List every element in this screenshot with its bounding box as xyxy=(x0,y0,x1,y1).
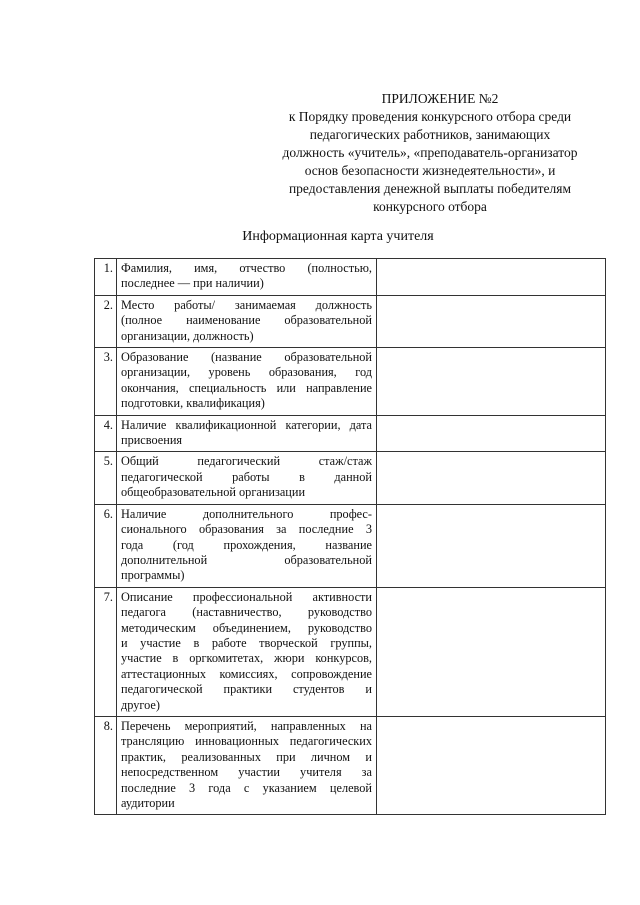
row-label xyxy=(117,295,377,347)
row-label xyxy=(117,348,377,416)
row-label-line: Общий педагогический стаж/стаж xyxy=(121,454,372,469)
card-title: Информационная карта учителя xyxy=(242,229,434,244)
row-number: 8. xyxy=(95,716,117,814)
row-label-line: (полное наименование образовательной xyxy=(121,313,372,328)
table-row xyxy=(95,452,606,504)
row-label-line: Место работы/ занимаемая должность xyxy=(121,297,372,312)
row-label-line: другое) xyxy=(121,697,160,712)
row-number: 2. xyxy=(95,295,117,347)
row-label-line: организации, уровень образования, год xyxy=(121,365,372,380)
row-label-line: трансляцию инновационных педагогических xyxy=(121,734,372,749)
row-label-line: методическим объединением, руководство xyxy=(121,620,372,635)
row-label-line: Описание профессиональной активности xyxy=(121,589,372,604)
table-row xyxy=(95,415,606,452)
information-card-table xyxy=(94,258,606,815)
row-label-line: педагога (наставничество, руководство xyxy=(121,605,372,620)
row-value-cell[interactable] xyxy=(377,716,606,814)
row-value-cell[interactable] xyxy=(377,259,606,296)
row-label-line: последние 3 года с указанием целевой xyxy=(121,780,372,795)
row-label-line: подготовки, квалификация) xyxy=(121,396,265,411)
row-label-line: непосредственном участии учителя за xyxy=(121,765,372,780)
table-row xyxy=(95,716,606,814)
row-value-cell[interactable] xyxy=(377,587,606,716)
row-label-line: Перечень мероприятий, направленных на xyxy=(121,718,372,733)
row-value-cell[interactable] xyxy=(377,452,606,504)
row-label-line: Наличие квалификационной категории, дата xyxy=(121,417,372,432)
table-row xyxy=(95,504,606,587)
row-label xyxy=(117,259,377,296)
row-label-line: года (год прохождения, название xyxy=(121,537,372,552)
appendix-line: предоставления денежной выплаты победителям xyxy=(288,181,572,196)
row-label-line: аттестационных комиссиях, сопровождение xyxy=(121,666,372,681)
row-label-line: последнее — при наличии) xyxy=(121,276,264,291)
row-label-line: организации, должность) xyxy=(121,328,254,343)
row-value-cell[interactable] xyxy=(377,415,606,452)
row-value-cell[interactable] xyxy=(377,348,606,416)
table-row xyxy=(95,295,606,347)
row-label xyxy=(117,587,377,716)
row-label-line: сионального образования за последние 3 xyxy=(121,522,372,537)
row-label-line: Образование (название образовательной xyxy=(121,350,372,365)
appendix-title: ПРИЛОЖЕНИЕ №2 xyxy=(381,91,499,106)
row-label-line: Наличие дополнительного профес- xyxy=(121,506,372,521)
table-row xyxy=(95,348,606,416)
row-label-line: аудитории xyxy=(121,796,175,810)
row-number: 5. xyxy=(95,452,117,504)
row-number: 7. xyxy=(95,587,117,716)
row-label-line: педагогической практики студентов и xyxy=(121,682,372,697)
row-label xyxy=(117,504,377,587)
appendix-header xyxy=(250,90,610,216)
row-number: 3. xyxy=(95,348,117,416)
row-label-line: и участие в работе творческой группы, xyxy=(121,635,372,650)
row-label xyxy=(117,452,377,504)
row-label xyxy=(117,415,377,452)
row-number: 1. xyxy=(95,259,117,296)
row-label-line: педагогической работы в данной xyxy=(121,469,372,484)
row-number: 6. xyxy=(95,504,117,587)
row-value-cell[interactable] xyxy=(377,504,606,587)
appendix-line: к Порядку проведения конкурсного отбора среди xyxy=(288,109,572,124)
appendix-line: педагогических работников, занимающих xyxy=(309,127,551,142)
row-label-line: общеобразовательной организации xyxy=(121,485,306,500)
appendix-line: конкурсного отбора xyxy=(373,199,487,214)
row-label-line: дополнительной образовательной xyxy=(121,552,372,567)
row-label-line: практик, реализованных при личном и xyxy=(121,749,372,764)
appendix-line: основ безопасности жизнедеятельности», и xyxy=(304,163,556,178)
row-label-line: Фамилия, имя, отчество (полностью, xyxy=(121,261,372,275)
row-label-line: участие в оргкомитетах, жюри конкурсов, xyxy=(121,651,372,666)
row-label xyxy=(117,716,377,814)
row-label-line: программы) xyxy=(121,568,185,583)
table-row xyxy=(95,259,606,296)
appendix-line: должность «учитель», «преподаватель-организатор xyxy=(282,145,578,160)
table-row xyxy=(95,587,606,716)
row-value-cell[interactable] xyxy=(377,295,606,347)
row-label-line: окончания, специальность или направление xyxy=(121,380,372,395)
row-label-line: присвоения xyxy=(121,433,183,448)
information-card-body xyxy=(95,259,606,815)
row-number: 4. xyxy=(95,415,117,452)
